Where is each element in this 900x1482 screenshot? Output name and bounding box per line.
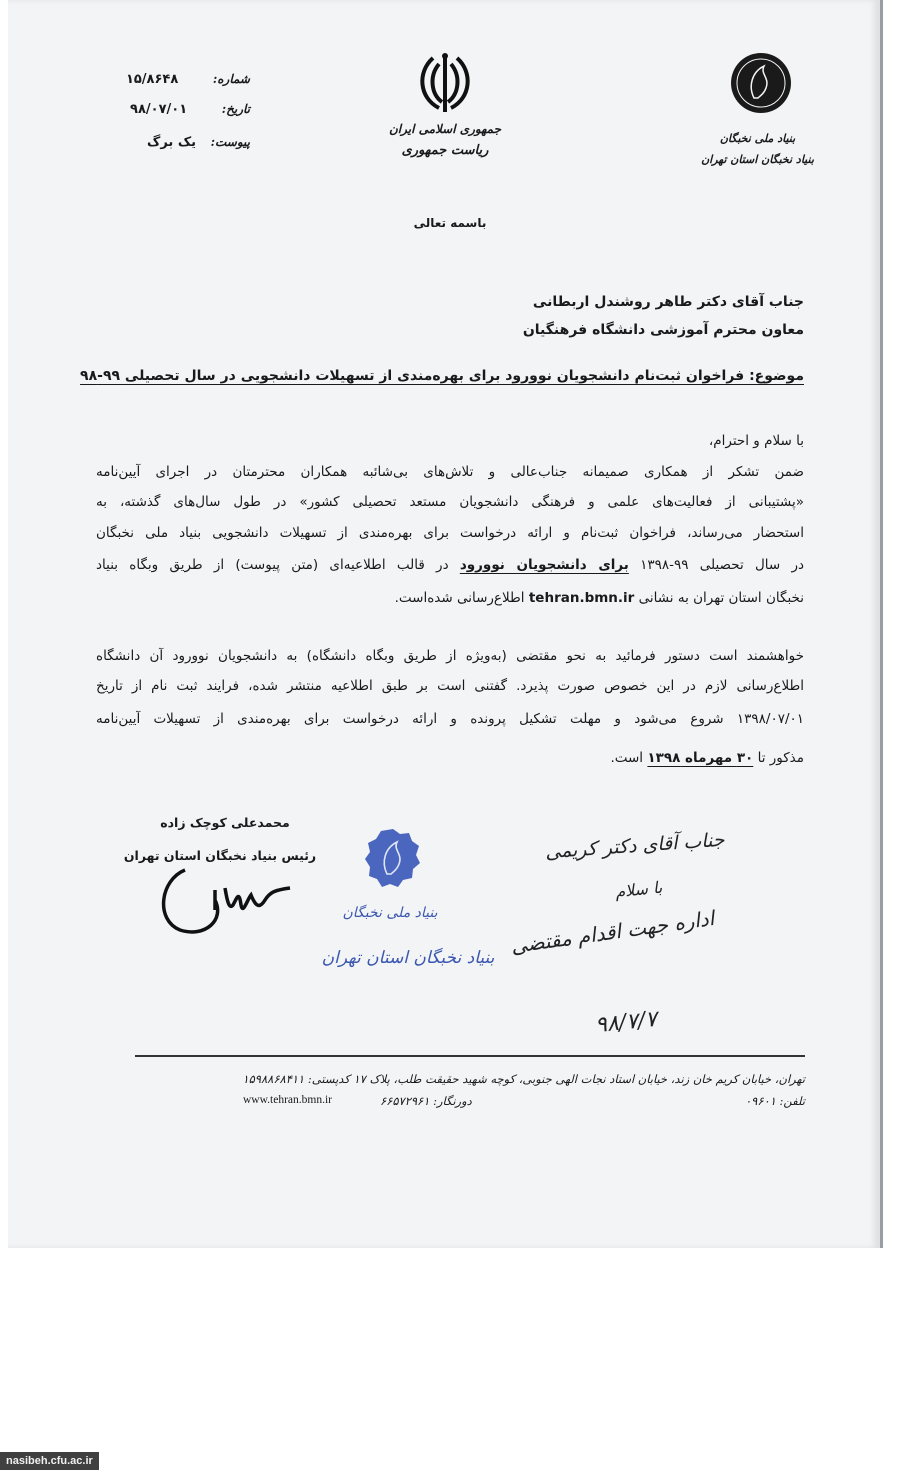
scanned-letter — [8, 0, 883, 1248]
invocation: باسمه تعالی — [413, 216, 487, 230]
footer-divider — [135, 1055, 805, 1057]
signature-scribble-icon — [155, 860, 295, 940]
letter-date: تاریخ: ۹۸/۰۷/۰۱ — [130, 102, 250, 117]
footer-website: www.tehran.bmn.ir — [243, 1094, 332, 1106]
letter-number: شماره: ۱۵/۸۶۴۸ — [125, 72, 250, 87]
stamp-line-1: بنیاد ملی نخبگان — [342, 905, 438, 921]
site-watermark: nasibeh.cfu.ac.ir — [0, 1452, 99, 1470]
org-heading: بنیاد ملی نخبگان بنیاد نخبگان استان تهران — [701, 132, 814, 166]
signer-name: محمدعلی کوچک زاده — [160, 815, 290, 830]
bmn-logo-icon — [730, 52, 792, 114]
website-link: tehran.bmn.ir — [528, 590, 635, 606]
footer-fax: دورنگار: ۶۶۵۷۲۹۶۱ — [380, 1094, 472, 1108]
stamp-line-2: بنیاد نخبگان استان تهران — [321, 948, 495, 968]
letter-subject: موضوع: فراخوان ثبت‌نام دانشجویان نوورود برای بهره‌مندی از تسهیلات دانشجویی در سال تحصیلی ۹۹-۹۸ — [80, 368, 804, 384]
stamp-seal-icon — [365, 828, 421, 888]
footer-phone: تلفن: ۰۹۶۰۱ — [744, 1094, 805, 1108]
recipient-name: جناب آقای دکتر طاهر روشندل اربطانی — [532, 294, 804, 310]
iran-emblem-icon — [415, 50, 475, 116]
footer-address: تهران، خیابان کریم خان زند، خیابان استاد نجات الهی جنوبی، کوچه شهید حقیقت طلب، پلاک ۱۷ کدپستی: ۱۵۹۸۸۶۸۴۱۱ — [242, 1072, 805, 1086]
signer-title: رئیس بنیاد نخبگان استان تهران — [123, 848, 317, 863]
letter-attachment: پیوست: یک برگ — [147, 135, 250, 150]
letter-meta — [120, 72, 250, 150]
recipient-title: معاون محترم آموزشی دانشگاه فرهنگیان — [522, 322, 804, 338]
center-heading: جمهوری اسلامی ایران ریاست جمهوری — [388, 122, 502, 158]
greeting: با سلام و احترام، — [708, 433, 804, 449]
